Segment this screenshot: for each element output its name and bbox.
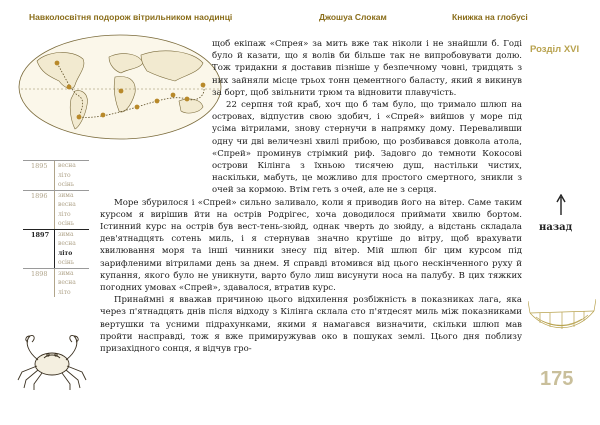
timeline-season: весна bbox=[58, 240, 76, 247]
running-header bbox=[0, 12, 600, 26]
timeline-season: зима bbox=[58, 191, 74, 199]
boat-hull-drawing bbox=[528, 293, 596, 341]
chapter-label: Розділ XVI bbox=[530, 44, 580, 55]
timeline-season: літо bbox=[58, 288, 71, 296]
header-book-title: Навколосвітня подорож вітрильником наодинці bbox=[29, 12, 233, 22]
timeline-year-block bbox=[23, 268, 89, 298]
timeline-season: літо bbox=[58, 171, 71, 179]
main-text bbox=[100, 38, 522, 355]
timeline-season: весна bbox=[58, 162, 76, 169]
timeline-season: зима bbox=[58, 230, 74, 238]
timeline-year: 1896 bbox=[31, 191, 48, 200]
timeline-seasons bbox=[54, 269, 89, 298]
crab-illustration bbox=[14, 330, 90, 392]
timeline-season-current: літо bbox=[58, 249, 73, 257]
paragraph: щоб екіпаж «Спрея» за мить вже так ніколи і не знайшли б. Годі було й казати, що я волів би більше так не випробовувати долю. Тож тридакни я доставив пізніше у безпечному човні, тридцять з них зайняли місце трьох тонн цементного баласту, який я викинув за борт, щоб звільнити трюм та відновити плавучість. bbox=[212, 39, 522, 98]
timeline-year-block bbox=[23, 190, 89, 229]
timeline-year: 1898 bbox=[31, 269, 48, 278]
timeline-season: осінь bbox=[58, 220, 75, 227]
paragraph: Принаймні я вважав причиною цього відхилення розбіжність в показниках лага, яка через п'ятнадцять днів після відходу з Кілінга склала сто п'ятдесят миль між показниками вертушки та усними підрахунками, якими я намагався визначити, скільки шлюп мав пройти насправді, тож я вже примиружував око в пошуках землі. Цього дня поблизу призахідного сонця, я відчув гро- bbox=[100, 295, 522, 355]
timeline-year: 1897 bbox=[31, 230, 50, 239]
timeline-season: осінь bbox=[58, 259, 75, 266]
header-series: Книжка на глобусі bbox=[452, 12, 528, 22]
timeline-season: весна bbox=[58, 279, 76, 286]
timeline-seasons bbox=[54, 191, 89, 229]
timeline-season: зима bbox=[58, 269, 74, 277]
voyage-timeline bbox=[23, 160, 89, 297]
timeline-seasons bbox=[54, 161, 89, 190]
timeline-year: 1895 bbox=[31, 162, 48, 170]
paragraph: 22 серпня той краб, хоч що б там було, що тримало шлюп на островах, відпустив свою здобич, і «Спрей» вийшов у море під усіма вітрилами, знову стернучи в напрямку дому. Переваливши одну чи дві величезні хвилі прибою, що розбивався довкола атола, «Спрей» проминув стрімкий риф. Задовго до темноти Кокосові острови Кілінга з їхньою тисячею душ, настільки чистих, наскільки, мабуть, це можливо для простого смертного, зникли з очей за кормою. Втім геть з очей, але не з серця. bbox=[212, 100, 522, 196]
back-arrow-icon[interactable] bbox=[556, 194, 566, 216]
timeline-season: весна bbox=[58, 201, 76, 208]
timeline-season: літо bbox=[58, 210, 71, 218]
page-number: 175 bbox=[540, 368, 574, 390]
timeline-season: осінь bbox=[58, 181, 75, 188]
timeline-year-block bbox=[23, 160, 89, 190]
back-link[interactable]: назад bbox=[539, 222, 573, 233]
header-author: Джошуа Слокам bbox=[319, 12, 387, 22]
timeline-seasons bbox=[54, 230, 89, 268]
paragraph: Море збурилося і «Спрей» сильно заливало, коли я приводив його на вітер. Саме таким курсом я вирішив йти на острів Родрігес, хоча доводилося приймати хвилю бортом. Істинний курс на острів був вест-тень-зюйд, однак чверть до зюйду, а відстань складала дев'ятнадцять сотень миль, і я стернував значно крутіше до вітру, щоб врахувати хвилювання моря та інші чинники знесу під вітер. Мій шлюп біг цим курсом під зарифленими вітрилами день за днем. Я справді втомився від цього нескінченного руху й купання, якого було не уникнути, варто було лиш висунути носа на палубу. В цих тяжких погодних умовах «Спрей», здавалося, втратив курс. bbox=[100, 197, 522, 294]
timeline-year-block-current bbox=[23, 229, 89, 268]
